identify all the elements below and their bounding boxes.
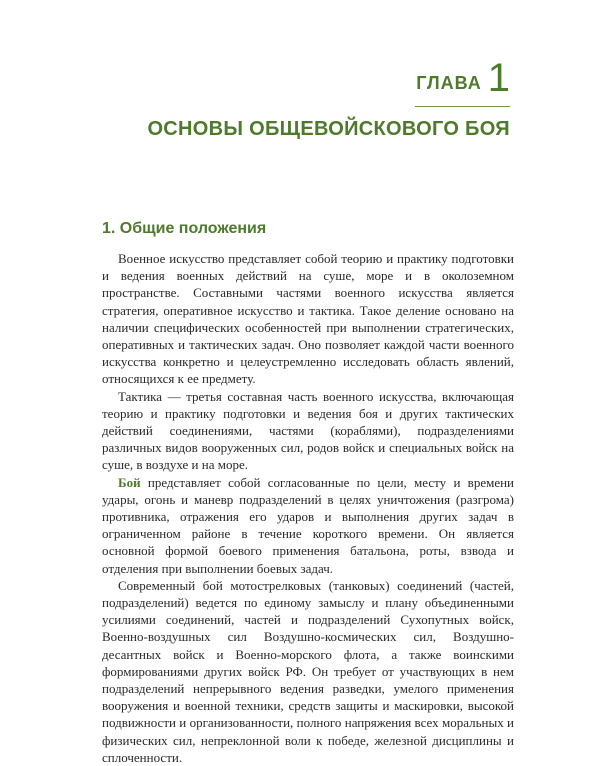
body-text: [102, 250, 514, 766]
paragraph-4: Современный бой мотострелковых (танковых) соединений (частей, подразделений) ведется по единому замыслу и плану объединенными усилиями соединений, частей и подразделений Сухопутных войск, Военно-воздушных сил Воздушно-космических сил, Воздушно-десантных войск и Военно-морского флота, а также воинскими формированиями других войск РФ. Он требует от участвующих в нем подразделений непрерывного ведения разведки, умелого применения вооружения и военной техники, средств защиты и маскировки, высокой подвижности и организованности, полного напряжения всех моральных и физических сил, непреклонной воли к победе, железной дисциплины и сплоченности.: [102, 577, 514, 765]
chapter-divider: [415, 106, 510, 107]
section-heading: 1. Общие положения: [102, 220, 267, 237]
paragraph-1: Военное искусство представляет собой теорию и практику подготовки и ведения военных действий на суше, море и в околоземном пространстве. Составными частями военного искусства является стратегия, оперативное искусство и тактика. Такое деление основано на наличии специфических особенностей при выполнении стратегических, оперативных и тактических задач. Оно позволяет каждой части военного искусства конкретно и целеустремленно исследовать область явлений, относящихся к ее предмету.: [102, 251, 514, 387]
chapter-number: 1: [487, 56, 510, 100]
paragraph-2: Тактика — третья составная часть военного искусства, включающая теорию и практику подготовки и ведения боя и других тактических действий соединениями, частями (кораблями), подразделениями различных видов вооруженных сил, родов войск и специальных войск на суше, в воздухе и на море.: [102, 388, 514, 473]
chapter-title: ОСНОВЫ ОБЩЕВОЙСКОВОГО БОЯ: [147, 118, 510, 140]
chapter-label: ГЛАВА: [416, 73, 482, 93]
paragraph-3-text: представляет собой согласованные по цели, месту и времени удары, огонь и маневр подразделений в целях уничтожения (разгрома) противника, отражения его ударов и выполнения других задач в ограниченном районе в течение короткого времени. Он является основной формой боевого применения батальона, роты, взвода и отделения при выполнении боевых задач.: [102, 474, 514, 576]
chapter-header: [416, 58, 510, 98]
paragraph-3: [102, 474, 514, 577]
term-highlight: Бой: [118, 474, 141, 490]
